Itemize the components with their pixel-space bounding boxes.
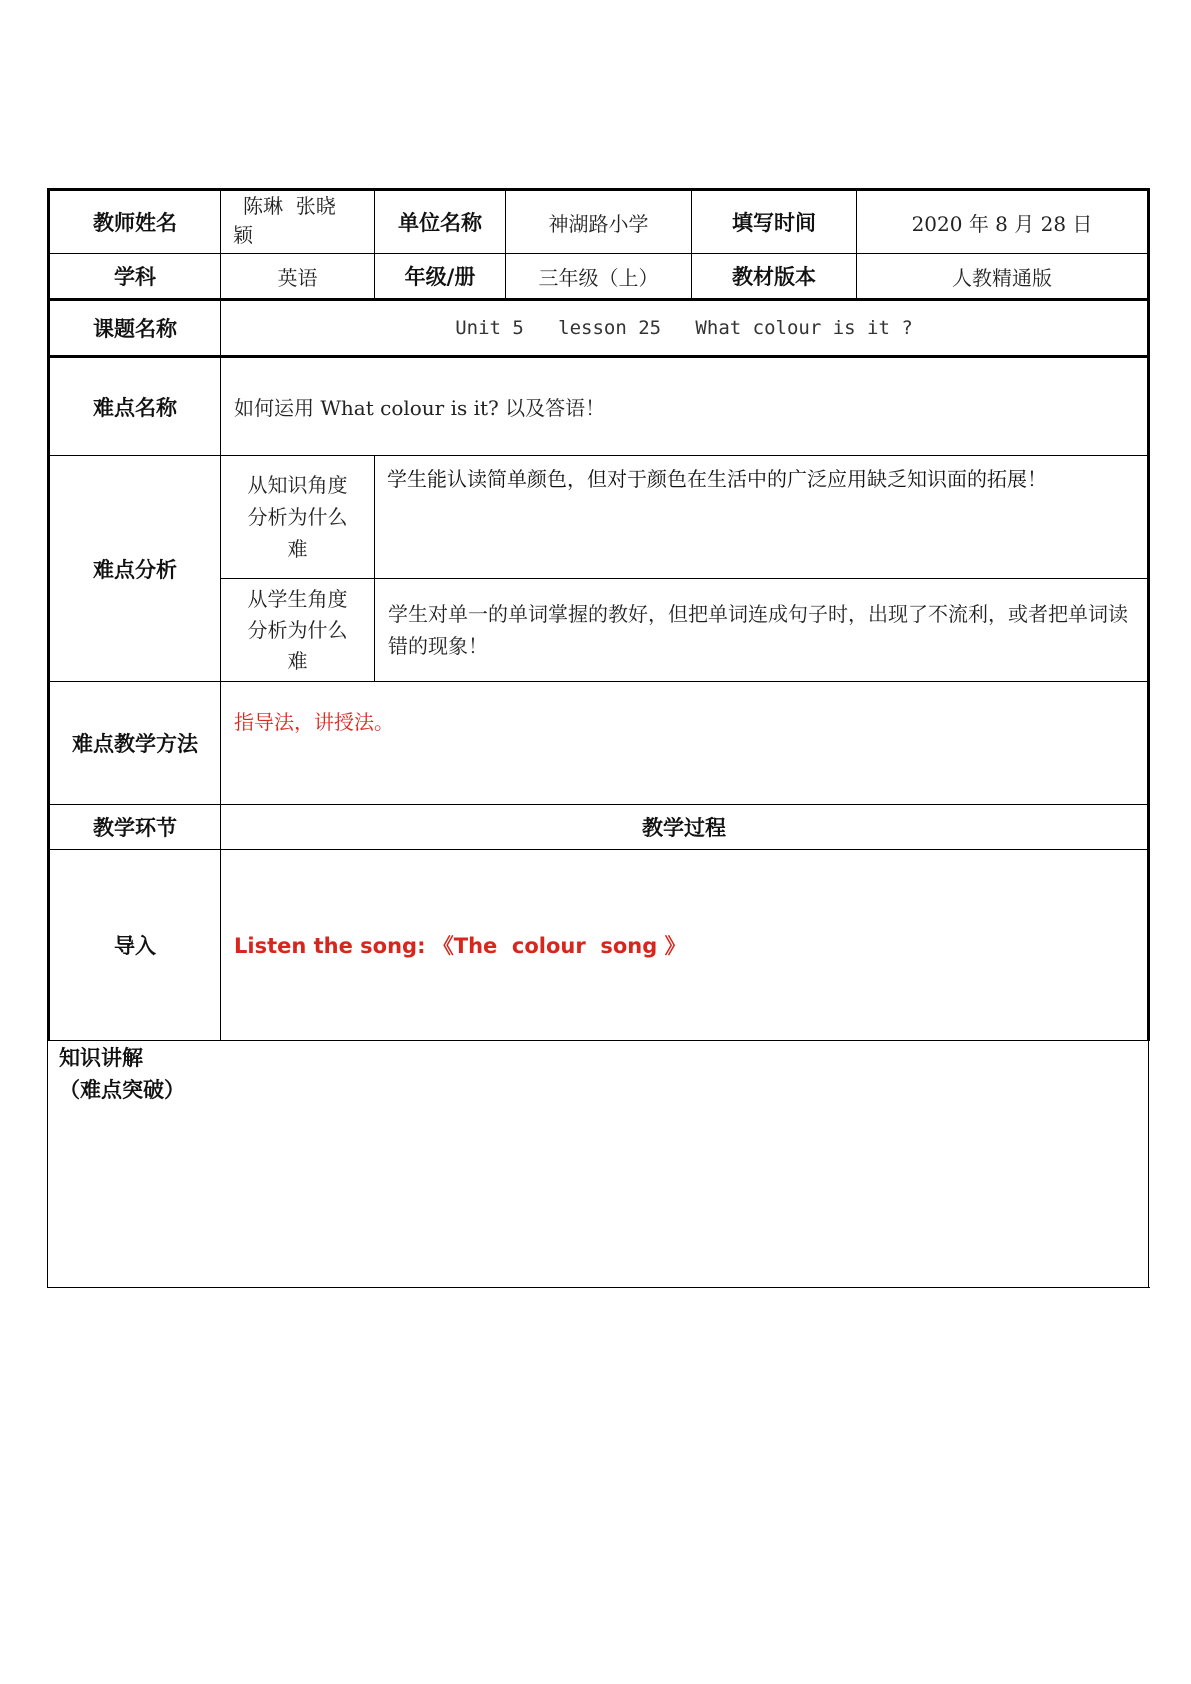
student-angle-line3: 难 <box>287 648 308 673</box>
topic-label: 课题名称 <box>93 317 177 341</box>
unit-name-value: 神湖路小学 <box>548 211 649 236</box>
teaching-method-label: 难点教学方法 <box>72 732 198 756</box>
analysis-label: 难点分析 <box>93 557 177 582</box>
teaching-process-header: 教学过程 <box>642 816 726 840</box>
teacher-name-value <box>221 191 374 253</box>
topic-value: Unit 5 lesson 25 What colour is it ? <box>455 317 913 339</box>
intro-value: Listen the song: 《The colour song 》 <box>234 934 686 958</box>
teacher-name-line2: 颖 <box>233 223 253 247</box>
intro-label: 导入 <box>114 934 156 958</box>
table-border-left-lower <box>47 1040 48 1288</box>
knowledge-angle-value: 学生能认读简单颜色，但对于颜色在生活中的广泛应用缺乏知识面的拓展！ <box>387 467 1047 491</box>
teacher-name-line1: 陈琳 张晓 <box>243 194 336 218</box>
table-border-right <box>1147 188 1150 1041</box>
grade-value: 三年级（上） <box>538 265 659 290</box>
teaching-stage-header: 教学环节 <box>93 816 177 840</box>
teaching-method-value: 指导法，讲授法。 <box>234 710 394 734</box>
edition-label: 教材版本 <box>732 265 816 289</box>
subject-value: 英语 <box>277 265 318 290</box>
fill-date-label: 填写时间 <box>732 211 816 235</box>
difficulty-label: 难点名称 <box>93 395 177 420</box>
knowledge-angle-line3: 难 <box>287 537 308 561</box>
knowledge-angle-line2: 分析为什么 <box>247 505 348 529</box>
edition-value: 人教精通版 <box>952 265 1052 290</box>
knowledge-angle-line1: 从知识角度 <box>247 473 348 497</box>
table-border-bottom <box>47 1287 1150 1288</box>
knowledge-explain-line1: 知识讲解 <box>59 1046 143 1070</box>
student-angle-value: 学生对单一的单词掌握的教好，但把单词连成句子时，出现了不流利，或者把单词读错的现象！ <box>388 602 1128 658</box>
grade-label: 年级/册 <box>404 265 476 289</box>
row-divider <box>47 1040 1150 1041</box>
student-angle-line1: 从学生角度 <box>247 586 348 611</box>
fill-date-value: 2020 年 8 月 28 日 <box>911 211 1093 236</box>
unit-name-label: 单位名称 <box>398 211 482 235</box>
subject-label: 学科 <box>114 265 156 289</box>
student-angle-line2: 分析为什么 <box>247 617 348 642</box>
table-border-right-lower <box>1148 1040 1149 1288</box>
knowledge-explain-label <box>50 1042 350 1112</box>
knowledge-angle-label <box>221 456 374 578</box>
difficulty-value: 如何运用 What colour is it? 以及答语！ <box>234 396 606 420</box>
knowledge-explain-line2: （难点突破） <box>59 1078 185 1102</box>
student-angle-label <box>221 579 374 681</box>
teacher-name-label: 教师姓名 <box>93 211 177 235</box>
